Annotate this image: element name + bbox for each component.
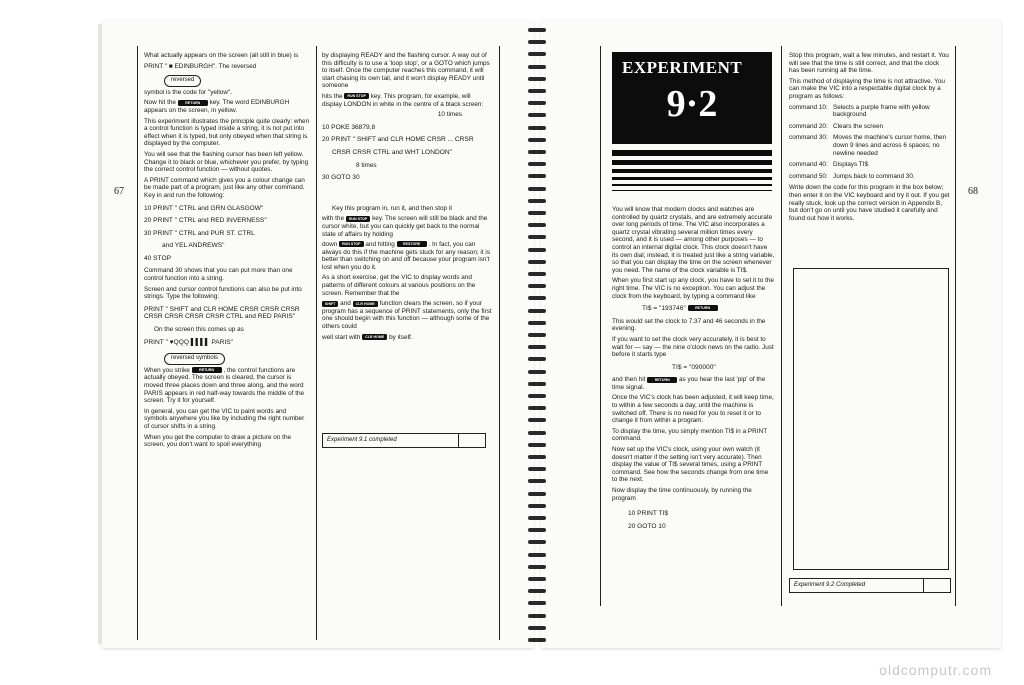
banner-stripe: [612, 150, 772, 156]
paragraph: Write down the code for this program in the box below; then enter it on the VIC keyboard and try it out. If you get really stuck, look up the correct version in Appendix B, but don't go on until you have studied it carefully and found out how it works.: [789, 184, 950, 222]
command-label: command 10:: [789, 103, 828, 111]
binding-coil: [528, 614, 546, 618]
binding-coil: [528, 504, 546, 508]
code-line: [612, 305, 775, 313]
binding-coil: [528, 443, 546, 447]
binding-coil: [528, 626, 546, 630]
paragraph: What actually appears on the screen (all still in blue) is: [144, 52, 299, 59]
binding-coil: [528, 309, 546, 313]
binding-coil: [528, 150, 546, 154]
command-text: Jumps back to command 30.: [833, 172, 915, 180]
watermark: oldcomputr.com: [879, 662, 992, 678]
text: When you strike: [144, 366, 190, 374]
return-key: RETURN: [688, 305, 718, 311]
binding-coil: [528, 382, 546, 386]
code-line: and YEL ANDREWS": [162, 242, 225, 250]
paragraph: As a short exercise, get the VIC to display words and patterns of different colours at various positions on the screen. Remember that the: [322, 274, 476, 297]
binding-coil: [528, 248, 546, 252]
right-column-1: [612, 206, 775, 535]
paragraph: To display the time, you simply mention TI$ in a PRINT command.: [612, 427, 767, 443]
annotation-bubble: reversed symbols: [164, 353, 225, 365]
run-stop-key: RUN STOP: [339, 241, 364, 247]
binding-coil: [528, 553, 546, 557]
right-left-rule: [600, 46, 601, 606]
code-line: 10 PRINT " CTRL and GRN GLASGOW": [144, 204, 264, 212]
text: by itself.: [389, 333, 413, 341]
binding-coil: [528, 479, 546, 483]
command-row: [789, 161, 951, 169]
run-stop-key: RUN STOP: [344, 93, 369, 99]
binding-coil: [528, 296, 546, 300]
code-line: PRINT " SHIFT and CLR HOME CRSR CRSR CRSR CRSR CRSR CRSR CRSR CTRL and RED PARIS": [144, 305, 300, 321]
binding-coil: [528, 138, 546, 142]
code-line: 40 STOP: [144, 254, 171, 262]
code-line: 20 GOTO 10: [628, 522, 666, 530]
text: and then hit: [612, 376, 646, 384]
tick-box: [923, 579, 950, 592]
text: key. The word EDINBURGH appears on the screen, in yellow.: [144, 99, 290, 114]
command-text: Displays TI$: [833, 161, 869, 169]
command-row: [789, 104, 951, 119]
return-key: RETURN: [192, 367, 222, 373]
binding-coil: [528, 418, 546, 422]
paragraph: Now set up the VIC's clock, using your own watch (it doesn't matter if the setting isn't very accurate). Then display the value of TI$ several times, using a PRINT command. See how the seconds change from one time to the next.: [612, 446, 769, 484]
right-margin-rule: [955, 46, 956, 606]
paragraph: You will see that the flashing cursor has been left yellow. Change it to black or blue, whichever you prefer, by typing the correct control function — without quotes.: [144, 150, 309, 174]
text: and: [340, 300, 351, 308]
code-line: 30 PRINT " CTRL and PUR ST. CTRL: [144, 229, 255, 237]
code-line: CRSR CRSR CTRL and WHT LONDON": [332, 148, 452, 156]
code-line: PRINT " ■ EDINBURGH". The reversed: [144, 62, 257, 70]
binding-coil: [528, 516, 546, 520]
command-row: [789, 173, 951, 181]
return-key: RETURN: [178, 100, 208, 106]
banner-stripe: [612, 190, 772, 191]
paragraph: [322, 334, 492, 342]
command-text: Selects a purple frame with yellow background: [833, 103, 930, 119]
paragraph: You will know that modern clocks and watches are controlled by quartz crystals, and are extremely accurate over long periods of time. The VIC also incorporates a quartz crystal vibrating several million times every second, and it is used — among other purposes — to control an internal digital clock. This clock doesn't have its own dial; instead, it is treated just like a string variable, so that you can display the time on the screen whenever you need. The name of the clock variable is TI$.: [612, 206, 775, 274]
binding-coil: [528, 211, 546, 215]
binding-coil: [528, 321, 546, 325]
text: function clears the screen, so if your program has a sequence of PRINT statements, only the first one should begin with this function — although some of the others could: [322, 300, 492, 331]
right-column-2: [789, 52, 951, 225]
page-number-left: 67: [114, 186, 124, 197]
binding-coil: [528, 345, 546, 349]
binding-coil: [528, 65, 546, 69]
binding-coil: [528, 174, 546, 178]
binding-coil: [528, 187, 546, 191]
banner-stripe: [612, 177, 772, 180]
paragraph: A PRINT command which gives you a colour change can be made part of a program, just like any other command. Key in and run the following:: [144, 176, 305, 199]
binding-coil: [528, 113, 546, 117]
completed-label: Experiment 9.1 completed: [327, 437, 397, 443]
binding-coil: [528, 52, 546, 56]
paragraph: When you first start up any clock, you have to set it to the right time. The VIC is no exception. You can adjust the clock from the keyboard, by typing a command like: [612, 277, 774, 300]
binding-coil: [528, 284, 546, 288]
paragraph: [144, 367, 310, 405]
binding-coil: [528, 199, 546, 203]
left-column-1: [144, 52, 310, 452]
answer-box: [793, 268, 949, 570]
text: TI$ = "193746": [642, 305, 686, 313]
binding-coil: [528, 431, 546, 435]
text: . In fact, you can always do this if the machine gets stuck for any reason; it is better than switching on and off because your program isn't lost when you do it.: [322, 241, 491, 271]
paragraph: Key this program in, run it, and then stop it: [332, 204, 453, 212]
code-line: PRINT " ♥QQQ ▌▌▌▌ PARIS": [144, 338, 233, 346]
binding-coil: [528, 540, 546, 544]
command-text: Clears the screen: [833, 122, 884, 130]
binding-coil: [528, 77, 546, 81]
restore-key: RESTORE: [397, 241, 427, 247]
paragraph: This method of displaying the time is not attractive. You can make the VIC into a respectable digital clock by a program as follows:: [789, 77, 945, 100]
run-stop-key: RUN STOP: [346, 216, 371, 222]
paragraph: This experiment illustrates the principle quite clearly: when a control function is typed inside a string, it is not put into effect when it is typed, but only obeyed when that string is displayed by the computer.: [144, 117, 310, 148]
left-column-2: [322, 52, 492, 344]
paragraph: [322, 300, 492, 330]
paragraph: by displaying READY and the flashing cursor. A way out of this difficulty is to use a 'loop stop', or a GOTO which jumps to itself. Once the computer reaches this command, it will start chasing its own tail, and it won't display READY until someone: [322, 52, 490, 90]
banner-number: 9·2: [666, 83, 718, 125]
paragraph: [322, 93, 492, 108]
code-line: 10 POKE 36879,8: [322, 123, 376, 131]
text: and hitting: [365, 241, 395, 249]
paragraph: [612, 376, 775, 391]
paragraph: [322, 215, 492, 238]
text: key. The screen will still be black and the cursor white, but you can quickly get back to the normal state of affairs by holding: [322, 215, 488, 238]
experiment-banner: [612, 52, 772, 144]
paragraph: [144, 99, 310, 114]
code-line: 30 GOTO 30: [322, 174, 360, 182]
command-text: Moves the machine's cursor home, then down 9 lines and across 6 spaces; no newline needed: [833, 134, 947, 157]
binding-coil: [528, 577, 546, 581]
binding-coil: [528, 492, 546, 496]
paragraph: symbol is the code for "yellow".: [144, 88, 233, 96]
command-list: [789, 104, 951, 181]
binding-coil: [528, 28, 546, 32]
binding-coil: [528, 40, 546, 44]
annotation-bubble: reversed: [164, 75, 201, 87]
binding-coil: [528, 89, 546, 93]
paragraph: Screen and cursor control functions can also be put into strings. Type the following:: [144, 285, 302, 301]
banner-stripe: [612, 160, 772, 165]
paragraph: Stop this program, wait a few minutes, and restart it. You will see that the time is still correct, and that the clock has been running all the time.: [789, 52, 949, 75]
binding-coil: [528, 406, 546, 410]
right-column-rule: [781, 46, 782, 606]
binding-coil: [528, 601, 546, 605]
text: as you hear the last 'pip' of the time signal.: [612, 376, 766, 391]
command-label: command 40:: [789, 161, 828, 169]
clr-home-key: CLR HOME: [353, 301, 378, 307]
paragraph: [322, 241, 492, 271]
binding-coil: [528, 162, 546, 166]
binding-coil: [528, 126, 546, 130]
banner-title: EXPERIMENT: [622, 58, 743, 77]
left-column-rule: [316, 46, 317, 640]
page-number-right: 68: [968, 186, 978, 197]
code-line: 20 PRINT " CTRL and RED INVERNESS": [144, 217, 267, 225]
command-row: [789, 134, 951, 157]
binding-coil: [528, 357, 546, 361]
paragraph: Command 30 shows that you can put more than one control function into a string.: [144, 267, 293, 283]
experiment-completed-box: [789, 578, 951, 593]
text: Now hit the: [144, 99, 176, 107]
paragraph: Now display the time continuously, by running the program: [612, 487, 752, 502]
code-line: 10 PRINT TI$: [628, 510, 669, 518]
paragraph: This would set the clock to 7.37 and 46 seconds in the evening.: [612, 317, 766, 333]
paragraph: Once the VIC's clock has been adjusted, it will keep time, to within a few seconds a day, until the machine is switched off. There is no need for you to reset it or to change it from within a program.: [612, 394, 774, 425]
paragraph: In general, you can get the VIC to paint words and symbols anywhere you like by including the right number of cursor shifts in a string.: [144, 407, 305, 430]
banner-stripe: [612, 184, 772, 186]
banner-stripe: [612, 169, 772, 173]
binding-coil: [528, 565, 546, 569]
text: , the control functions are actually obeyed. The screen is cleared, the cursor is moved three places down and three along, and the word PARIS appears in red half-way towards the middle of the screen. Try it for yourself.: [144, 366, 305, 405]
binding-coil: [528, 467, 546, 471]
left-margin-rule: [137, 46, 138, 640]
command-label: command 20:: [789, 122, 828, 130]
shift-key: SHIFT: [322, 301, 338, 307]
text: down: [322, 241, 338, 249]
command-label: command 50:: [789, 172, 828, 180]
text: well start with: [322, 333, 361, 341]
binding-coil: [528, 455, 546, 459]
binding-coil: [528, 101, 546, 105]
command-label: command 30:: [789, 134, 828, 142]
tick-box: [458, 434, 485, 447]
clr-home-key: CLR HOME: [362, 334, 387, 340]
binding-coil: [528, 589, 546, 593]
annotation: 8 times: [356, 161, 377, 169]
text: key. This program, for example, will display LONDON in white in the centre of a black screen:: [322, 92, 484, 108]
binding-coil: [528, 370, 546, 374]
completed-label: Experiment 9.2 Completed: [794, 582, 866, 588]
binding-coil: [528, 223, 546, 227]
paragraph: On the screen this comes up as: [154, 326, 244, 334]
binding-coil: [528, 394, 546, 398]
paragraph: When you get the computer to draw a picture on the screen, you don't want to spoil everything: [144, 433, 292, 449]
binding-coil: [528, 528, 546, 532]
return-key: RETURN: [647, 377, 677, 383]
text: with the: [322, 215, 345, 223]
spiral-binding: [528, 20, 546, 648]
annotation: 10 times: [437, 111, 462, 119]
experiment-completed-box: [322, 433, 486, 448]
binding-coil: [528, 272, 546, 276]
binding-coil: [528, 333, 546, 337]
code-line: TI$ = "090000": [672, 363, 716, 371]
binding-coil: [528, 235, 546, 239]
binding-coil: [528, 638, 546, 642]
code-line: 20 PRINT " SHIFT and CLR HOME CRSR ... CRSR: [322, 136, 474, 144]
paragraph: If you want to set the clock very accurately, it is best to wait for — say — the nine o'clock news on the radio. Just before it starts type: [612, 335, 774, 359]
command-row: [789, 123, 951, 131]
left-right-rule: [499, 46, 500, 640]
text: hits the: [322, 92, 343, 100]
binding-coil: [528, 260, 546, 264]
